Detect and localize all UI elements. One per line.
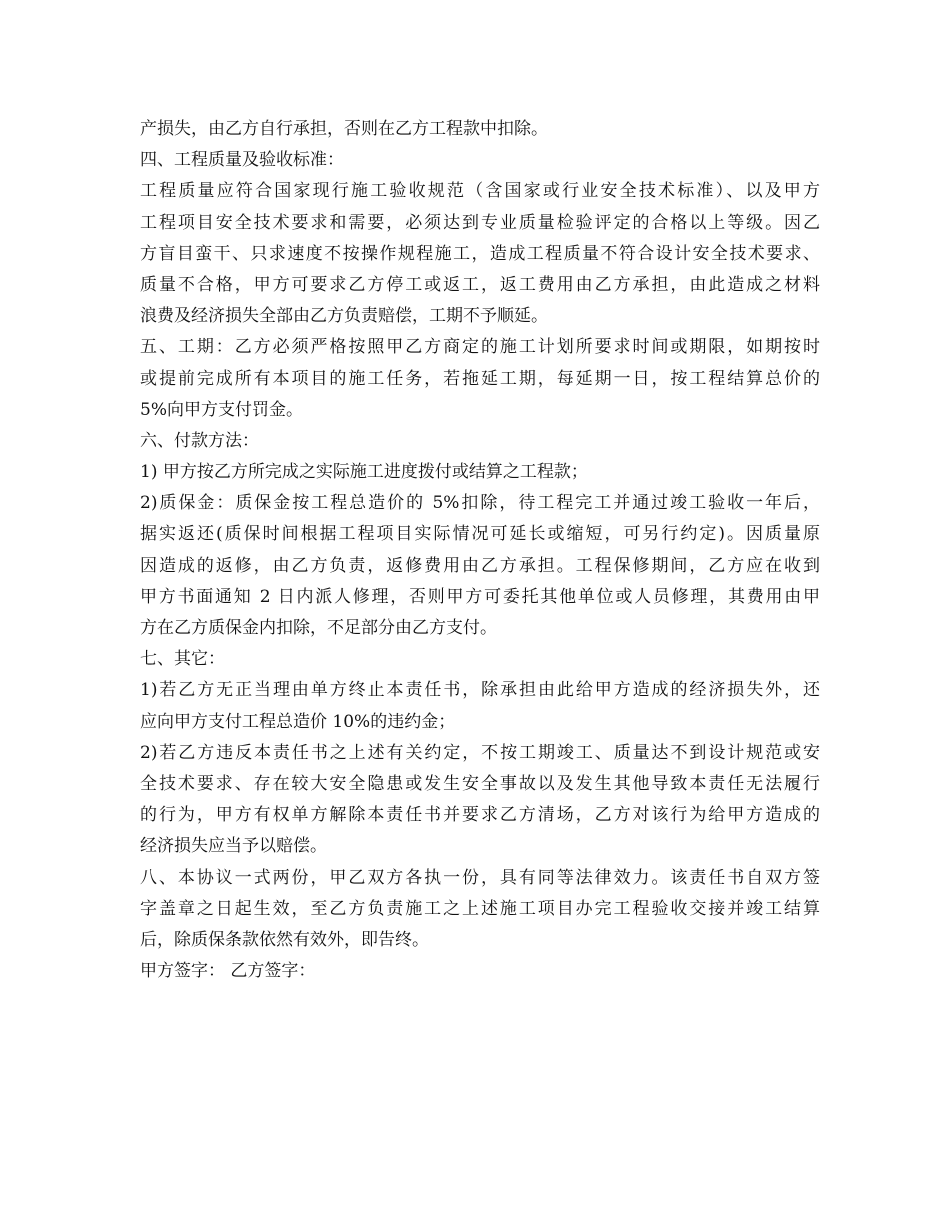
section-heading-other: 七、其它： bbox=[140, 649, 225, 670]
text-line: 1)若乙方无正当理由单方终止本责任书，除承担由此给甲方造成的经济损失外，还 bbox=[140, 680, 820, 701]
text-line: 工程项目安全技术要求和需要，必须达到专业质量检验评定的合格以上等级。因乙 bbox=[140, 212, 820, 233]
text-line: 甲方书面通知 2 日内派人修理，否则甲方可委托其他单位或人员修理，其费用由甲 bbox=[140, 586, 820, 607]
text-line: 质量不合格，甲方可要求乙方停工或返工，返工费用由乙方承担，由此造成之材料 bbox=[140, 274, 820, 295]
section-heading-quality: 四、工程质量及验收标准： bbox=[140, 150, 344, 171]
section-heading-schedule: 五、工期：乙方必须严格按照甲乙方商定的施工计划所要求时间或期限，如期按时 bbox=[140, 337, 820, 358]
section-heading-agreement: 八、本协议一式两份，甲乙双方各执一份，具有同等法律效力。该责任书自双方签 bbox=[140, 867, 820, 888]
text-line: 全技术要求、存在较大安全隐患或发生安全事故以及发生其他导致本责任无法履行 bbox=[140, 773, 820, 794]
text-line: 或提前完成所有本项目的施工任务，若拖延工期，每延期一日，按工程结算总价的 bbox=[140, 368, 820, 389]
text-line: 后，除质保条款依然有效外，即告终。 bbox=[140, 929, 429, 950]
text-line: 1) 甲方按乙方所完成之实际施工进度拨付或结算之工程款； bbox=[140, 462, 588, 483]
text-line: 因造成的返修，由乙方负责，返修费用由乙方承担。工程保修期间，乙方应在收到 bbox=[140, 555, 820, 576]
text-line: 的行为，甲方有权单方解除本责任书并要求乙方清场，乙方对该行为给甲方造成的 bbox=[140, 805, 820, 826]
text-line: 方在乙方质保金内扣除，不足部分由乙方支付。 bbox=[140, 618, 497, 638]
text-line: 经济损失应当予以赔偿。 bbox=[140, 836, 327, 857]
text-line: 字盖章之日起生效，至乙方负责施工之上述施工项目办完工程验收交接并竣工结算 bbox=[140, 898, 820, 919]
text-line: 应向甲方支付工程总造价 10%的违约金； bbox=[140, 711, 456, 732]
text-line: 2)质保金：质保金按工程总造价的 5%扣除，待工程完工并通过竣工验收一年后， bbox=[140, 493, 820, 514]
text-line: 产损失，由乙方自行承担，否则在乙方工程款中扣除。 bbox=[140, 119, 548, 139]
text-line: 5%向甲方支付罚金。 bbox=[140, 399, 303, 420]
text-line: 2)若乙方违反本责任书之上述有关约定，不按工期竣工、质量达不到设计规范或安 bbox=[140, 742, 820, 763]
text-line: 工程质量应符合国家现行施工验收规范（含国家或行业安全技术标准）、以及甲方 bbox=[140, 181, 820, 202]
section-heading-payment: 六、付款方法： bbox=[140, 430, 259, 451]
signature-line: 甲方签字： 乙方签字： bbox=[140, 961, 316, 982]
text-line: 据实返还(质保时间根据工程项目实际情况可延长或缩短，可另行约定)。因质量原 bbox=[140, 524, 820, 545]
text-line: 方盲目蛮干、只求速度不按操作规程施工，造成工程质量不符合设计安全技术要求、 bbox=[140, 243, 820, 264]
document-body bbox=[140, 114, 820, 987]
text-line: 浪费及经济损失全部由乙方负责赔偿，工期不予顺延。 bbox=[140, 306, 548, 327]
